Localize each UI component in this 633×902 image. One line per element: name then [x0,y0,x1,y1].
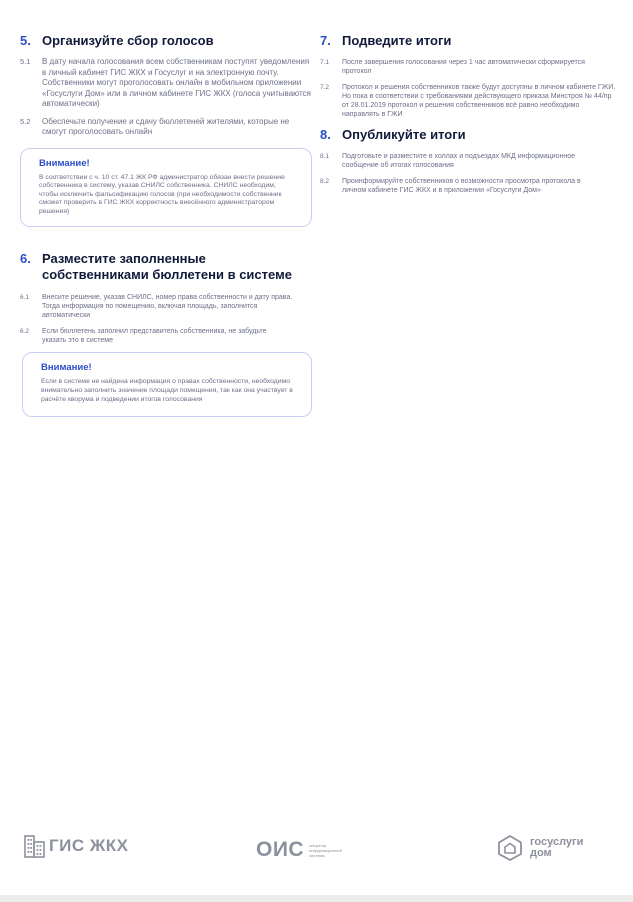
item-number: 5.1 [20,57,31,66]
section-6-title: Разместите заполненные собственниками бюллетени в системе [42,251,292,283]
list-item [20,117,312,138]
section-6-header [20,251,312,283]
warning-title: Внимание! [39,157,90,169]
warning-note [20,148,312,228]
house-icon [496,834,524,862]
section-7-number: 7. [320,33,331,48]
list-item [320,152,616,170]
warning-text: Если в системе не найдена информация о правах собственности, необходимо внимательно заполнить значение площади помещения, так как она участвует в расчёте кворума и подведении итогов голосования [41,378,293,403]
item-text: Внесите решение, указав СНИЛС, номер права собственности и дату права. Тогда информация по помещению, включая площадь, заполнится автоматически [42,294,293,320]
item-number: 8.1 [320,153,330,160]
item-text: Подготовьте и разместите в холлах и подъездах МКД информационное сообщение об итогах голосования [342,153,576,169]
gosuslugi-logo-line2: дом [530,847,552,859]
item-text: Обеспечьте получение и сдачу бюллетеней жителями, которые не смогут проголосовать онлайн [42,116,290,136]
section-8-header [320,127,616,143]
section-6 [20,251,312,417]
section-5-title: Организуйте сбор голосов [42,33,214,48]
list-item [320,83,616,119]
list-item [320,58,616,76]
item-text: После завершения голосования через 1 час автоматически сформируется протокол [342,59,585,75]
warning-title: Внимание! [41,362,92,374]
item-number: 5.2 [20,116,31,126]
list-item [20,293,312,320]
section-7 [320,33,616,119]
list-item [320,177,616,195]
building-icon [24,834,46,858]
right-column [320,33,616,202]
item-text: Проинформируйте собственников о возможности просмотра протокола в личном кабинете ГИС ЖКХ и в приложении «Госуслуги Дом» [342,178,581,194]
section-5-header [20,33,312,49]
item-number: 6.2 [20,328,30,336]
warning-text: В соответствии с ч. 10 ст. 47.1 ЖК РФ администратор обязан внести решение собственника в систему, указав СНИЛС собственника. СНИЛС необходим, чтобы исключить фальсификацию голосов (при необходимости собственник сможет проверить в ГИС ЖКХ корректность внесённого администратором решения) [39,173,285,215]
ois-logo-subtitle: оператор информационной системы [309,842,342,858]
section-7-header [320,33,616,49]
item-number: 7.2 [320,84,330,91]
section-8-title: Опубликуйте итоги [342,127,466,142]
gis-zhkh-logo-text: ГИС ЖКХ [49,836,129,855]
gis-zhkh-logo [24,834,128,858]
bottom-strip [0,895,633,902]
item-number: 7.1 [320,59,330,66]
footer [0,832,633,872]
section-8-number: 8. [320,127,331,142]
list-item [20,327,312,345]
ois-logo-text: ОИС [256,838,305,861]
list-item [20,57,312,110]
gosuslugi-logo-line1: госуслуги [530,836,584,848]
section-8 [320,127,616,195]
item-text: Протокол и решения собственников также будут доступны в личном кабинете ГЖИ. Но пока в соответствии с требованиями действующего приказа Минстроя № 44/пр от 28.01.2019 протокол и решения собственников всё равно необходимо направлять в ГЖИ [342,84,616,118]
item-text: В дату начала голосования всем собственникам поступят уведомления в личный кабинет ГИС ЖКХ и Госуслуг и на электронную почту. Собственники могут проголосовать онлайн в мобильном приложении «Госуслуги Дом» или в личном кабинете ГИС ЖКХ (голоса учитываются автоматически) [42,57,311,108]
gosuslugi-dom-logo [496,834,583,862]
section-7-title: Подведите итоги [342,33,452,48]
left-column [20,33,312,417]
item-text: Если бюллетень заполнил представитель собственника, не забудьте указать это в системе [42,328,267,345]
warning-note [22,352,312,417]
ois-logo [256,838,353,862]
section-5-number: 5. [20,33,31,48]
section-6-number: 6. [20,251,31,267]
item-number: 6.1 [20,294,30,302]
gosuslugi-dom-logo-text [530,837,583,859]
item-number: 8.2 [320,178,330,185]
section-5 [20,33,312,227]
